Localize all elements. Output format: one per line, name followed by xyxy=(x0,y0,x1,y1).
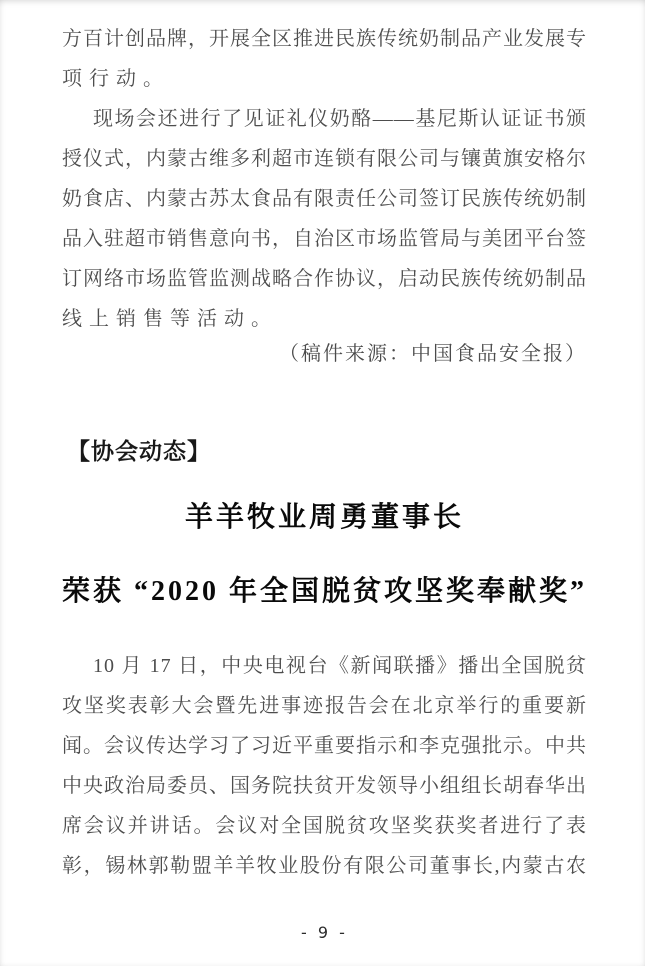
text-line: 中央政治局委员、国务院扶贫开发领导小组组长胡春华出 xyxy=(62,775,587,797)
text-line: 席会议并讲话。会议对全国脱贫攻坚奖获奖者进行了表 xyxy=(62,815,587,837)
text-line: 订网络市场监管监测战略合作协议，启动民族传统奶制品 xyxy=(62,268,587,290)
text-line: 现场会还进行了见证礼仪奶酪——基尼斯认证证书颁 xyxy=(93,108,587,130)
text-line: 10 月 17 日，中央电视台《新闻联播》播出全国脱贫 xyxy=(93,655,587,677)
article-title-line2: 荣获 “2020 年全国脱贫攻坚奖奉献奖” xyxy=(62,576,588,607)
text-line: 奶食店、内蒙古苏太食品有限责任公司签订民族传统奶制 xyxy=(62,188,587,210)
text-line: 攻坚奖表彰大会暨先进事迹报告会在北京举行的重要新 xyxy=(62,695,587,717)
page-number: - 9 - xyxy=(301,923,348,942)
text-line: 项行动。 xyxy=(62,68,170,90)
article-title-line1: 羊羊牧业周勇董事长 xyxy=(184,502,464,533)
milk-article-ceremony-paragraph xyxy=(62,99,587,339)
source-attribution: （稿件来源：中国食品安全报） xyxy=(279,343,587,365)
award-article-paragraph xyxy=(62,646,587,886)
section-header: 【协会动态】 xyxy=(67,438,211,464)
text-line: 闻。会议传达学习了习近平重要指示和李克强批示。中共 xyxy=(62,735,587,757)
text-line: 线上销售等活动。 xyxy=(62,308,278,330)
text-line: 品入驻超市销售意向书，自治区市场监管局与美团平台签 xyxy=(62,228,587,250)
text-line: 方百计创品牌，开展全区推进民族传统奶制品产业发展专 xyxy=(62,28,587,50)
text-line: 彰，锡林郭勒盟羊羊牧业股份有限公司董事长,内蒙古农 xyxy=(62,855,587,877)
text-line: 授仪式，内蒙古维多利超市连锁有限公司与镶黄旗安格尔 xyxy=(62,148,587,170)
milk-article-closing-paragraph xyxy=(62,19,587,99)
